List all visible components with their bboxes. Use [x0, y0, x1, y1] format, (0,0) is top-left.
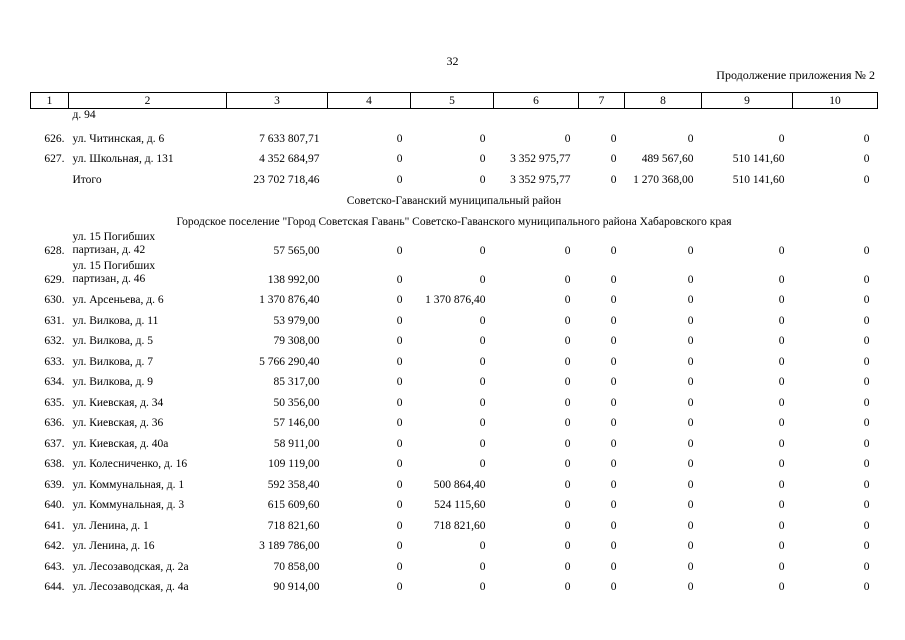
address-cell: ул. Вилкова, д. 7 [72, 355, 154, 368]
value-c5: 0 [479, 437, 486, 450]
value-c9: 510 141,60 [732, 153, 785, 165]
value-c8: 0 [687, 499, 694, 511]
address-cell: ул. Школьная, д. 131 [72, 153, 174, 165]
col-header: 10 [793, 93, 878, 109]
value-c4: 0 [396, 540, 403, 552]
value-c9: 0 [778, 437, 785, 450]
value-c3: 109 119,00 [268, 458, 320, 470]
value-c4: 0 [396, 314, 403, 327]
value-c3: 4 352 684,97 [259, 153, 320, 165]
address-line-1: ул. 15 Погибших [72, 259, 156, 272]
value-c10: 0 [863, 581, 870, 593]
value-c10: 0 [863, 540, 870, 552]
value-c3: 3 189 786,00 [259, 540, 320, 552]
value-c10: 0 [863, 519, 870, 532]
value-c4: 0 [396, 173, 403, 186]
row-number: 640. [44, 499, 65, 511]
value-c7: 0 [610, 314, 617, 327]
value-c7: 0 [610, 244, 617, 257]
address-cell: ул. Читинская, д. 6 [72, 132, 165, 145]
value-c4: 0 [396, 335, 403, 347]
table-row [31, 327, 878, 348]
table-row [31, 573, 878, 594]
value-c3: 23 702 718,46 [253, 173, 320, 186]
table-row [31, 165, 878, 186]
address-cell: ул. Арсеньева, д. 6 [72, 294, 164, 306]
value-c3: 592 358,40 [267, 478, 320, 491]
value-c10: 0 [863, 173, 870, 186]
value-c3: 53 979,00 [273, 314, 320, 327]
value-c9: 0 [778, 335, 785, 347]
value-c8: 0 [687, 560, 694, 573]
table-row [31, 511, 878, 532]
table-row [31, 145, 878, 166]
value-c9: 0 [778, 396, 785, 409]
value-c7: 0 [610, 560, 617, 573]
district-heading-text: Советско-Гаванский муниципальный район [346, 194, 562, 207]
value-c8: 0 [687, 376, 694, 388]
carry-over-row [31, 109, 878, 125]
value-c7: 0 [610, 153, 617, 165]
value-c6: 0 [564, 478, 571, 491]
address-cell [69, 257, 227, 286]
value-c6: 0 [564, 519, 571, 532]
value-c10: 0 [863, 273, 870, 286]
row-number: 644. [44, 581, 65, 593]
value-c7: 0 [610, 355, 617, 368]
address-cell: ул. Колесниченко, д. 16 [72, 458, 188, 470]
value-c6: 0 [564, 376, 571, 388]
value-c4: 0 [396, 273, 403, 286]
col-header: 3 [227, 93, 328, 109]
value-c10: 0 [863, 294, 870, 306]
value-c6: 0 [564, 417, 571, 429]
row-number: 638. [44, 458, 65, 470]
value-c10: 0 [863, 560, 870, 573]
value-c9: 0 [778, 499, 785, 511]
value-c6: 0 [564, 244, 571, 257]
value-c5: 0 [479, 396, 486, 409]
continuation-note: Продолжение приложения № 2 [716, 68, 875, 82]
value-c6: 0 [564, 581, 571, 593]
value-c7: 0 [610, 581, 617, 593]
value-c4: 0 [396, 581, 403, 593]
address-cell: ул. Вилкова, д. 9 [72, 376, 154, 388]
row-number: 641. [44, 519, 65, 532]
value-c3: 138 992,00 [267, 273, 320, 286]
table-row [31, 532, 878, 553]
row-number: 626. [44, 132, 65, 145]
value-c9: 0 [778, 132, 785, 145]
value-c4: 0 [396, 458, 403, 470]
row-number: 642. [44, 540, 65, 552]
value-c8: 0 [687, 335, 694, 347]
col-header: 8 [625, 93, 702, 109]
value-c4: 0 [396, 417, 403, 429]
row-number [31, 165, 69, 186]
row-number: 629. [44, 273, 65, 286]
value-c9: 0 [778, 581, 785, 593]
address-cell: ул. Лесозаводская, д. 4а [72, 581, 189, 593]
row-number: 634. [44, 376, 65, 388]
row-number: 635. [44, 396, 65, 409]
value-c4: 0 [396, 153, 403, 165]
row-number: 631. [44, 314, 65, 327]
settlement-heading-text: Городское поселение "Город Советская Гавань" Советско-Гаванского муниципального района Хабаровского края [176, 215, 732, 228]
table-row [31, 450, 878, 471]
value-c4: 0 [396, 560, 403, 573]
value-c5: 1 370 876,40 [425, 294, 486, 306]
value-c6: 0 [564, 273, 571, 286]
value-c9: 0 [778, 355, 785, 368]
address-cell: ул. Киевская, д. 34 [72, 396, 164, 409]
value-c9: 0 [778, 519, 785, 532]
value-c7: 0 [610, 499, 617, 511]
value-c10: 0 [863, 458, 870, 470]
address-cell: Итого [72, 173, 102, 186]
table-row [31, 491, 878, 512]
value-c8: 0 [687, 581, 694, 593]
value-c3: 50 356,00 [273, 396, 320, 409]
table-row [31, 429, 878, 450]
value-c5: 0 [479, 581, 486, 593]
table-body [31, 109, 878, 594]
address-cell: ул. Лесозаводская, д. 2а [72, 560, 189, 573]
value-c3: 615 609,60 [267, 499, 320, 511]
value-c9: 0 [778, 478, 785, 491]
value-c3: 57 565,00 [273, 244, 320, 257]
value-c5: 0 [479, 376, 486, 388]
value-c4: 0 [396, 396, 403, 409]
col-header: 1 [31, 93, 69, 109]
value-c5: 0 [479, 417, 486, 429]
value-c3: 718 821,60 [267, 519, 320, 532]
value-c6: 3 352 975,77 [510, 173, 571, 186]
value-c3: 5 766 290,40 [259, 355, 320, 368]
table-row [31, 470, 878, 491]
value-c5: 0 [479, 153, 486, 165]
value-c10: 0 [863, 417, 870, 429]
address-cell: ул. Киевская, д. 36 [72, 417, 164, 429]
row-number: 630. [44, 294, 65, 306]
value-c4: 0 [396, 499, 403, 511]
col-header: 7 [579, 93, 625, 109]
address-line-1: ул. 15 Погибших [72, 230, 156, 243]
table-row [31, 368, 878, 389]
address-line-2: партизан, д. 42 [72, 243, 146, 256]
value-c5: 0 [479, 173, 486, 186]
value-c5: 0 [479, 458, 486, 470]
row-number: 643. [44, 560, 65, 573]
value-c3: 79 308,00 [273, 335, 320, 347]
value-c6: 3 352 975,77 [510, 153, 571, 165]
district-heading [31, 186, 878, 207]
value-c9: 0 [778, 417, 785, 429]
value-c10: 0 [863, 376, 870, 388]
value-c8: 0 [687, 396, 694, 409]
value-c10: 0 [863, 314, 870, 327]
value-c9: 0 [778, 244, 785, 257]
col-header: 4 [328, 93, 411, 109]
value-c9: 0 [778, 376, 785, 388]
value-c7: 0 [610, 519, 617, 532]
value-c8: 0 [687, 132, 694, 145]
value-c7: 0 [610, 376, 617, 388]
value-c7: 0 [610, 173, 617, 186]
value-c10: 0 [863, 355, 870, 368]
value-c4: 0 [396, 437, 403, 450]
value-c10: 0 [863, 244, 870, 257]
value-c10: 0 [863, 132, 870, 145]
value-c5: 0 [479, 335, 486, 347]
row-number: 636. [44, 417, 65, 429]
value-c5: 0 [479, 244, 486, 257]
value-c5: 0 [479, 540, 486, 552]
value-c5: 0 [479, 314, 486, 327]
value-c3: 85 317,00 [273, 376, 320, 388]
value-c7: 0 [610, 294, 617, 306]
value-c7: 0 [610, 335, 617, 347]
column-number-row [31, 93, 878, 109]
table-row [31, 306, 878, 327]
value-c8: 0 [687, 355, 694, 368]
value-c8: 0 [687, 437, 694, 450]
table-row [31, 228, 878, 257]
value-c6: 0 [564, 294, 571, 306]
value-c7: 0 [610, 417, 617, 429]
value-c9: 0 [778, 560, 785, 573]
value-c10: 0 [863, 499, 870, 511]
value-c9: 510 141,60 [732, 173, 785, 186]
value-c8: 0 [687, 458, 694, 470]
address-cell [69, 228, 227, 257]
value-c9: 0 [778, 273, 785, 286]
value-c7: 0 [610, 540, 617, 552]
value-c6: 0 [564, 396, 571, 409]
value-c6: 0 [564, 335, 571, 347]
col-header: 9 [702, 93, 793, 109]
value-c7: 0 [610, 396, 617, 409]
value-c4: 0 [396, 294, 403, 306]
row-number: 639. [44, 478, 65, 491]
address-cell: ул. Коммунальная, д. 1 [72, 478, 185, 491]
table-row [31, 388, 878, 409]
value-c4: 0 [396, 132, 403, 145]
address-line-2: партизан, д. 46 [72, 272, 146, 285]
value-c6: 0 [564, 458, 571, 470]
page-number: 32 [446, 54, 459, 68]
value-c6: 0 [564, 499, 571, 511]
value-c5: 0 [479, 132, 486, 145]
table-row [31, 552, 878, 573]
value-c10: 0 [863, 478, 870, 491]
value-c5: 0 [479, 560, 486, 573]
value-c3: 58 911,00 [273, 437, 320, 450]
col-header: 2 [69, 93, 227, 109]
value-c7: 0 [610, 132, 617, 145]
value-c6: 0 [564, 540, 571, 552]
value-c10: 0 [863, 437, 870, 450]
value-c3: 90 914,00 [273, 581, 320, 593]
settlement-heading [31, 207, 878, 228]
value-c5: 524 115,60 [434, 499, 486, 511]
value-c6: 0 [564, 314, 571, 327]
address-cell: ул. Ленина, д. 16 [72, 540, 155, 552]
value-c6: 0 [564, 132, 571, 145]
value-c6: 0 [564, 355, 571, 368]
value-c8: 0 [687, 540, 694, 552]
value-c7: 0 [610, 273, 617, 286]
table-row [31, 124, 878, 145]
value-c3: 57 146,00 [273, 417, 320, 429]
value-c3: 1 370 876,40 [259, 294, 320, 306]
value-c10: 0 [863, 153, 870, 165]
address-cell: ул. Ленина, д. 1 [72, 519, 149, 532]
value-c3: 70 858,00 [273, 560, 320, 573]
value-c9: 0 [778, 540, 785, 552]
value-c6: 0 [564, 437, 571, 450]
address-cell: ул. Коммунальная, д. 3 [72, 499, 185, 511]
value-c8: 1 270 368,00 [633, 173, 694, 186]
table-row [31, 257, 878, 286]
row-number: 637. [44, 437, 65, 450]
value-c9: 0 [778, 314, 785, 327]
row-number: 632. [44, 335, 65, 347]
value-c4: 0 [396, 355, 403, 368]
value-c7: 0 [610, 437, 617, 450]
value-c8: 489 567,60 [641, 153, 694, 165]
value-c8: 0 [687, 478, 694, 491]
value-c10: 0 [863, 396, 870, 409]
value-c8: 0 [687, 314, 694, 327]
value-c8: 0 [687, 273, 694, 286]
value-c7: 0 [610, 478, 617, 491]
value-c8: 0 [687, 244, 694, 257]
value-c4: 0 [396, 244, 403, 257]
address-cell: ул. Киевская, д. 40а [72, 437, 169, 450]
table-row [31, 347, 878, 368]
value-c5: 0 [479, 355, 486, 368]
value-c8: 0 [687, 519, 694, 532]
value-c3: 7 633 807,71 [259, 132, 320, 145]
address-cell: ул. Вилкова, д. 11 [72, 314, 159, 327]
address-cell: д. 94 [72, 109, 96, 121]
address-cell: ул. Вилкова, д. 5 [72, 335, 154, 347]
col-header: 6 [494, 93, 579, 109]
table-row [31, 409, 878, 430]
value-c4: 0 [396, 478, 403, 491]
value-c6: 0 [564, 560, 571, 573]
value-c5: 718 821,60 [433, 519, 486, 532]
value-c9: 0 [778, 294, 785, 306]
value-c10: 0 [863, 335, 870, 347]
row-number: 627. [44, 153, 65, 165]
value-c4: 0 [396, 376, 403, 388]
value-c5: 0 [479, 273, 486, 286]
value-c5: 500 864,40 [433, 478, 486, 491]
table-row [31, 286, 878, 307]
value-c4: 0 [396, 519, 403, 532]
col-header: 5 [411, 93, 494, 109]
row-number: 633. [44, 355, 65, 368]
row-number: 628. [44, 244, 65, 257]
value-c8: 0 [687, 417, 694, 429]
value-c7: 0 [610, 458, 617, 470]
appendix-table [30, 92, 878, 593]
value-c9: 0 [778, 458, 785, 470]
value-c8: 0 [687, 294, 694, 306]
